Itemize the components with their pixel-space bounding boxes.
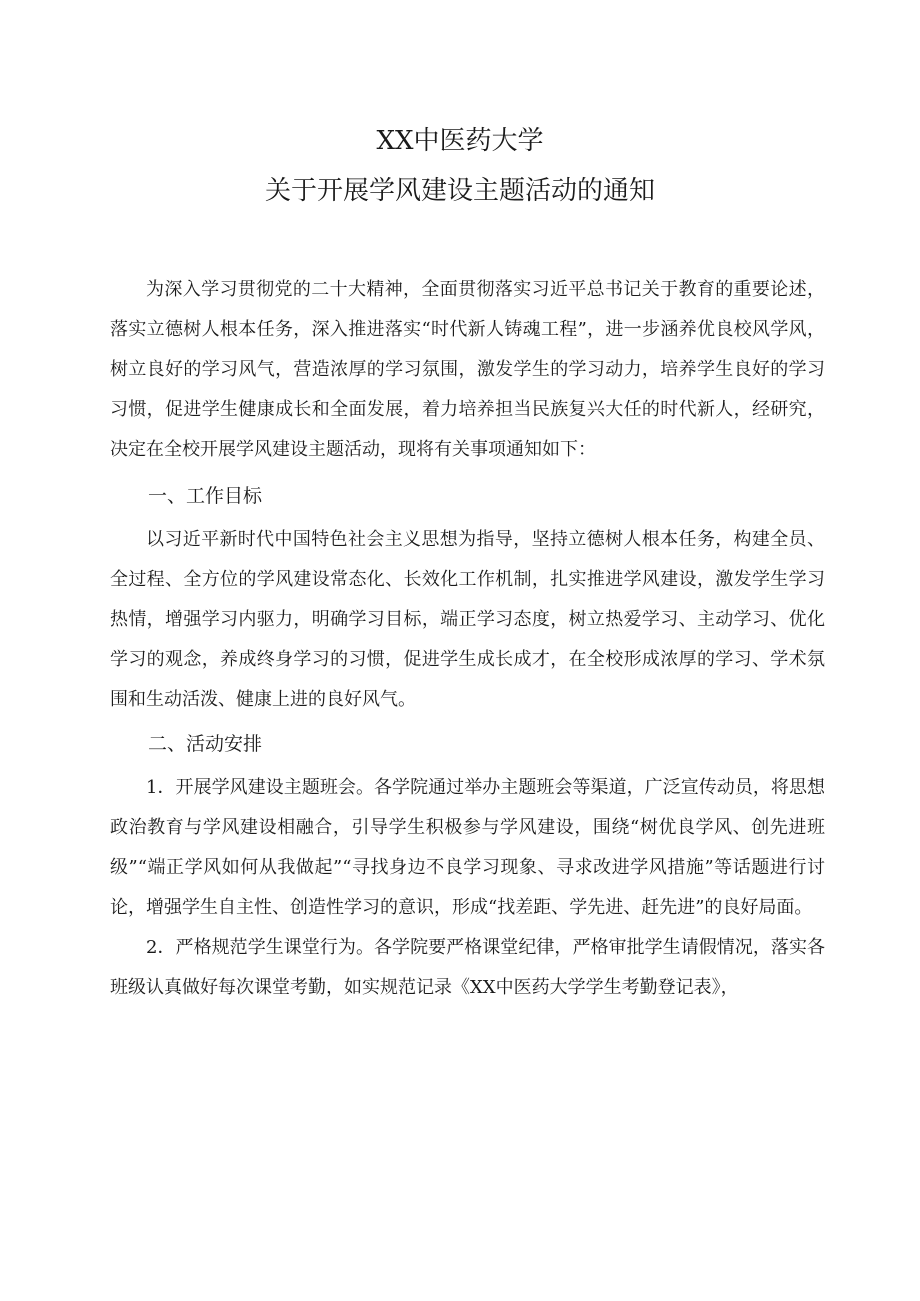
- activity-item-1: 1．开展学风建设主题班会。各学院通过举办主题班会等渠道，广泛宣传动员，将思想政治教育与学风建设相融合，引导学生积极参与学风建设，围绕“树优良学风、创先进班级”“端正学风如何从我做起”“寻找身边不良学习现象、寻求改进学风措施”等话题进行讨论，增强学生自主性、创造性学习的意识，形成“找差距、学先进、赶先进”的良好局面。: [110, 777, 825, 918]
- section-heading-goals: 一、工作目标: [148, 485, 263, 507]
- section-goals-paragraph: 以习近平新时代中国特色社会主义思想为指导，坚持立德树人根本任务，构建全员、全过程、全方位的学风建设常态化、长效化工作机制，扎实推进学风建设，激发学生学习热情，增强学习内驱力，明确学习目标，端正学习态度，树立热爱学习、主动学习、优化学习的观念，养成终身学习的习惯，促进学生成长成才，在全校形成浓厚的学习、学术氛围和生动活泼、健康上进的良好风气。: [110, 529, 825, 710]
- document-title-line1: XX中医药大学: [376, 126, 544, 156]
- activity-item-2: 2．严格规范学生课堂行为。各学院要严格课堂纪律，严格审批学生请假情况，落实各班级认真做好每次课堂考勤，如实规范记录《XX中医药大学学生考勤登记表》，: [110, 937, 825, 998]
- document-title-line2: 关于开展学风建设主题活动的通知: [264, 176, 655, 206]
- section-heading-activities: 二、活动安排: [148, 733, 263, 755]
- intro-paragraph: 为深入学习贯彻党的二十大精神，全面贯彻落实习近平总书记关于教育的重要论述，落实立德树人根本任务，深入推进落实“时代新人铸魂工程”，进一步涵养优良校风学风，树立良好的学习风气，营造浓厚的学习氛围，激发学生的学习动力，培养学生良好的学习习惯，促进学生健康成长和全面发展，着力培养担当民族复兴大任的时代新人，经研究，决定在全校开展学风建设主题活动，现将有关事项通知如下：: [110, 279, 825, 460]
- document-body: [110, 270, 825, 1008]
